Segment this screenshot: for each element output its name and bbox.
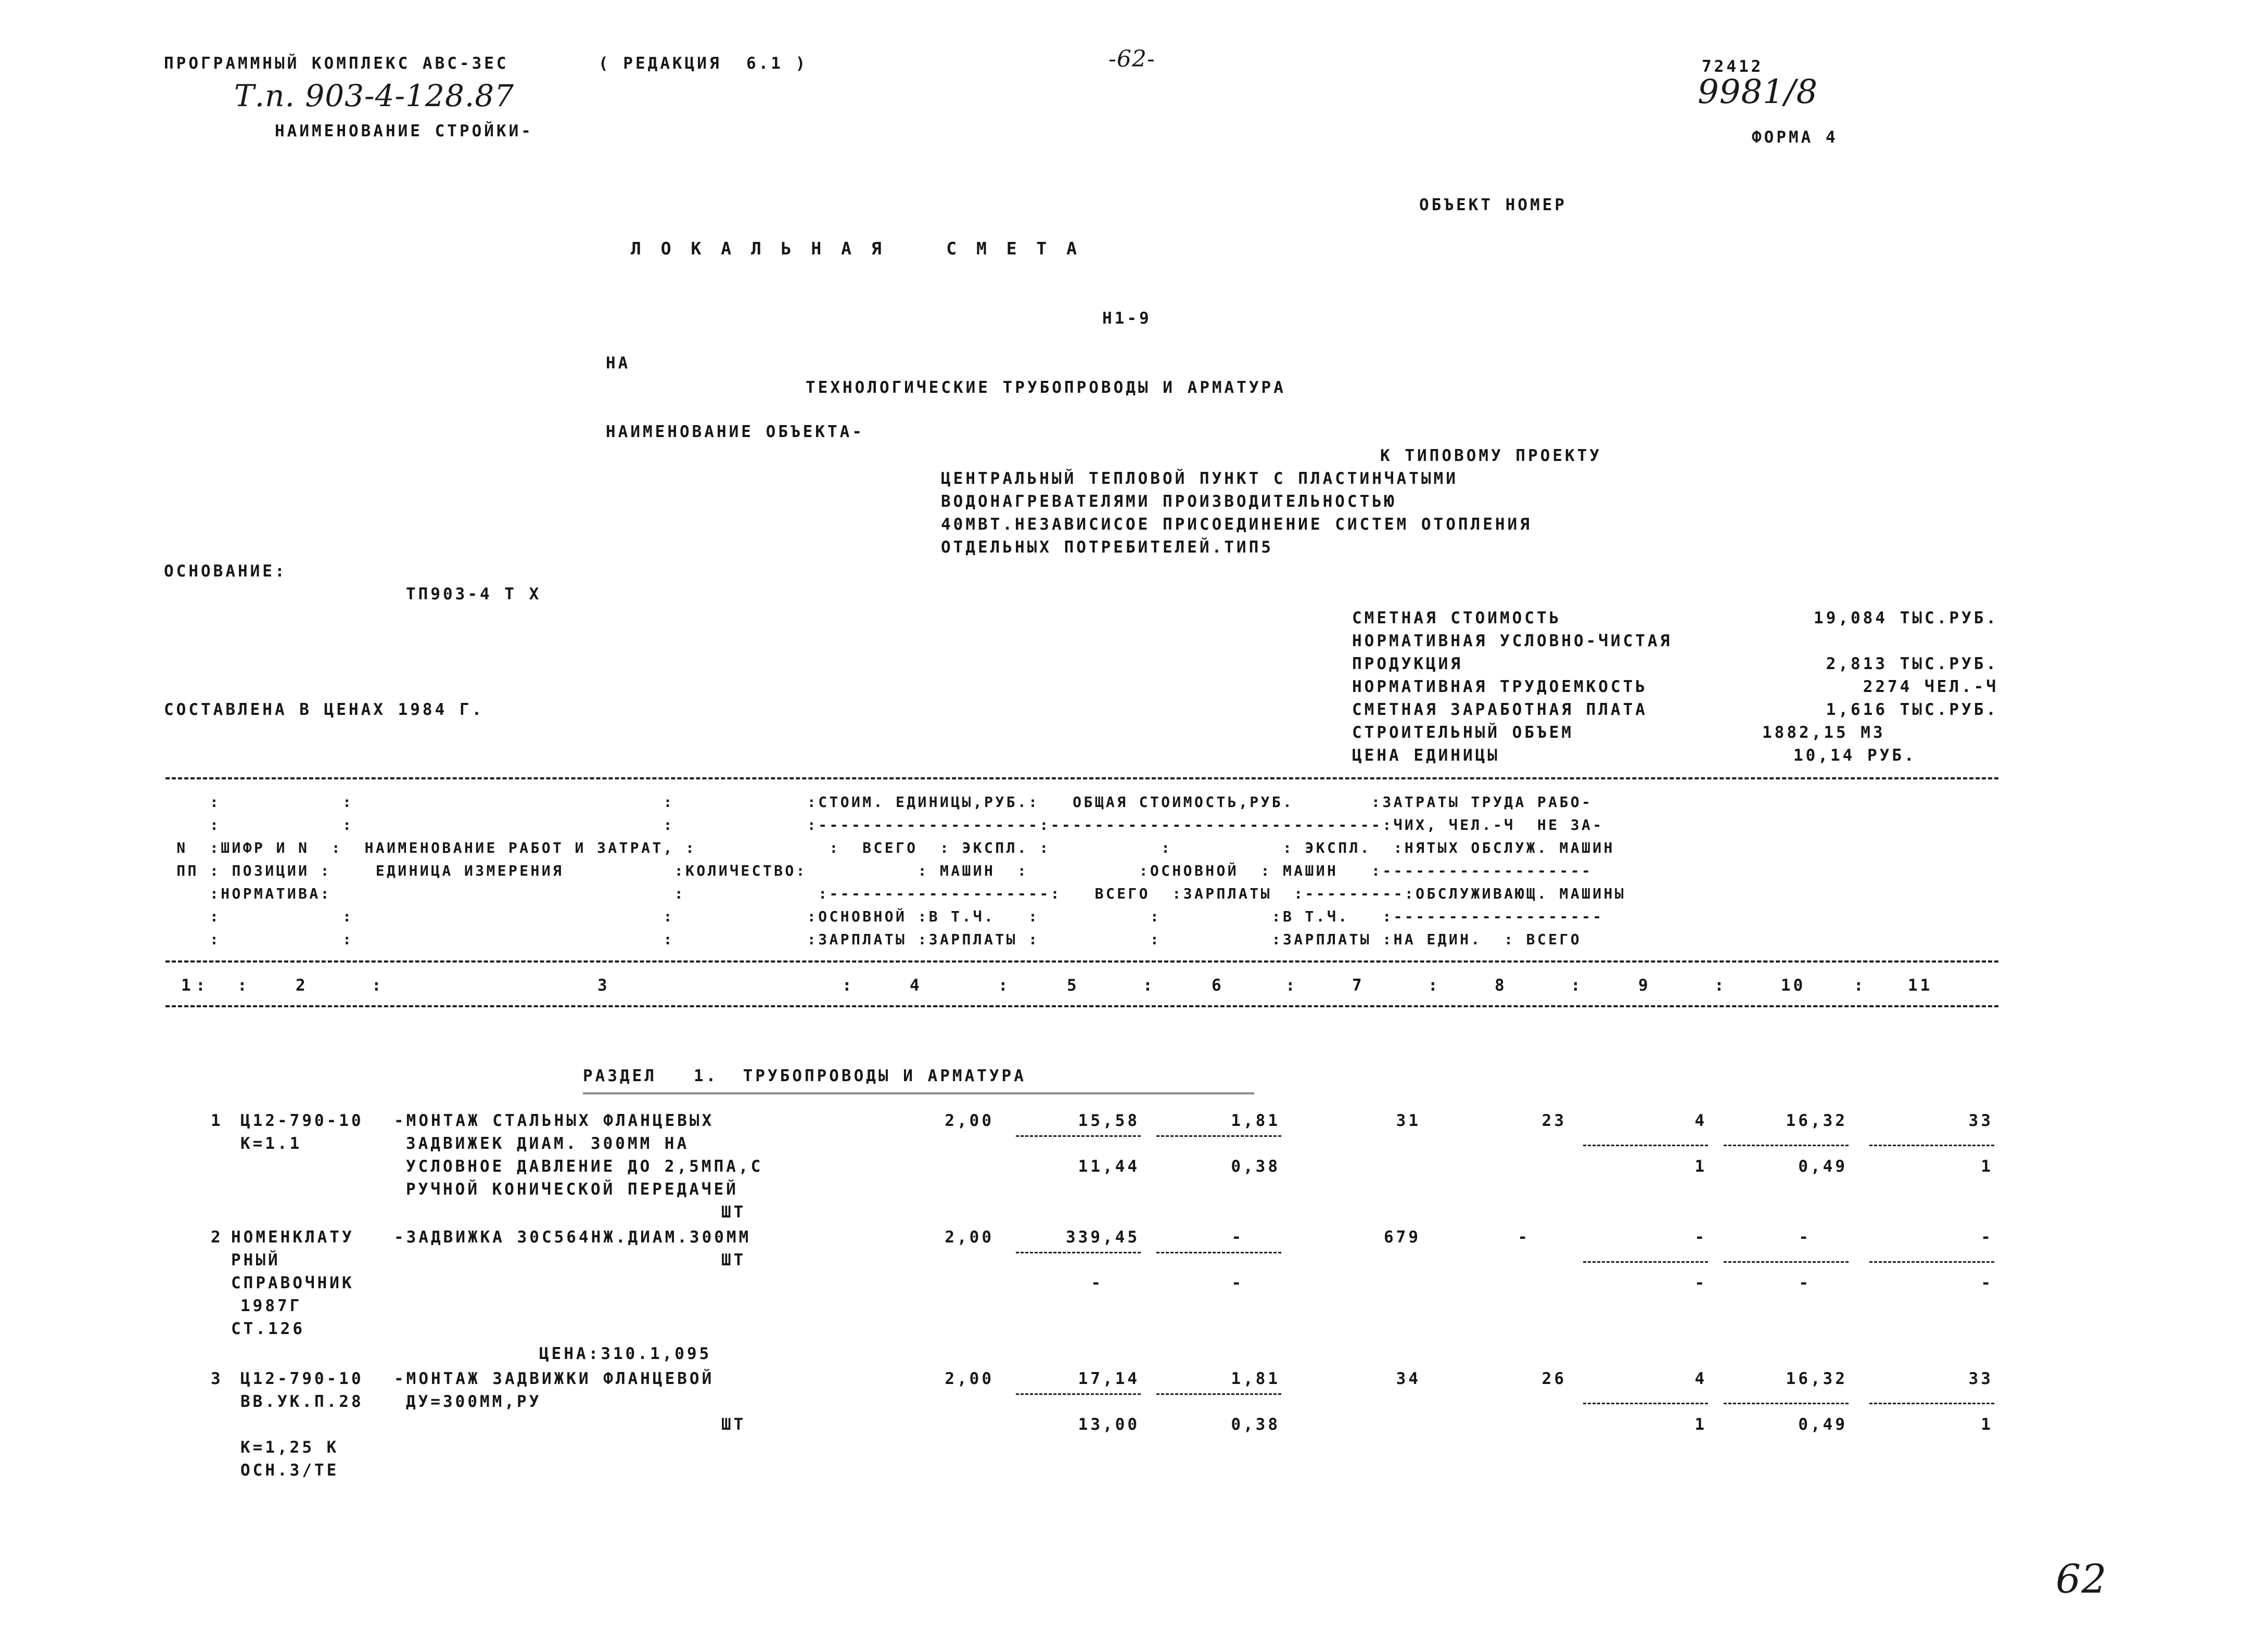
table-header-line: ПП : ПОЗИЦИИ : ЕДИНИЦА ИЗМЕРЕНИЯ :КОЛИЧЕСТВО: : МАШИН : :ОСНОВНОЙ : МАШИН :------------------- [165,862,1593,879]
sheet-handwritten: 9981/8 [1698,73,1818,111]
row-work-name: -МОНТАЖ СТАЛЬНЫХ ФЛАНЦЕВЫХ [394,1111,715,1130]
row-work-name: ДУ=300ММ,РУ [406,1392,542,1411]
col-separator: : [237,976,247,995]
object-desc-line: К ТИПОВОМУ ПРОЕКТУ [1380,446,1602,465]
row-code: ОСН.3/ТЕ [240,1461,339,1480]
row-labor-total: 33 [1968,1111,1993,1130]
summary-label: НОРМАТИВНАЯ ТРУДОЕМКОСТЬ [1352,677,1648,696]
cell-rule [1869,1403,1994,1404]
row-code: Ц12-790-10 [240,1369,364,1388]
row-code: Ц12-790-10 [240,1111,364,1130]
table-columns-rule [165,1005,1998,1007]
row-total-machine-wages: 1 [1694,1415,1707,1434]
table-header-line: : : : :--------------------:------------------------------:ЧИХ, ЧЕЛ.-Ч НЕ ЗА- [165,816,1604,834]
row-code: РНЫЙ [231,1251,281,1270]
row-total-wages: - [1518,1228,1530,1247]
cell-rule [1583,1403,1708,1404]
row-total-wages: 26 [1541,1369,1566,1388]
object-desc-line: ВОДОНАГРЕВАТЕЛЯМИ ПРОИЗВОДИТЕЛЬНОСТЬЮ [941,492,1397,511]
object-desc-line: 40МВТ.НЕЗАВИСИСОЕ ПРИСОЕДИНЕНИЕ СИСТЕМ ОТОПЛЕНИЯ [941,515,1532,534]
cell-rule [1724,1261,1849,1263]
row-work-name: УСЛОВНОЕ ДАВЛЕНИЕ ДО 2,5МПА,С [406,1157,763,1176]
cell-rule [1156,1135,1281,1137]
object-desc-line: ОТДЕЛЬНЫХ ПОТРЕБИТЕЛЕЙ.ТИП5 [941,538,1273,557]
col-separator: : [1854,976,1864,995]
col-separator: : [1714,976,1724,995]
cell-rule [1016,1135,1141,1137]
row-total-machine-wages: - [1694,1274,1707,1292]
row-labor-per-unit: - [1799,1228,1811,1247]
construction-name-label: НАИМЕНОВАНИЕ СТРОЙКИ- [275,122,533,140]
row-price-note: ЦЕНА:310.1,095 [539,1344,712,1363]
cell-rule [1016,1393,1141,1395]
cell-rule [1583,1261,1708,1263]
summary-label: СМЕТНАЯ СТОИМОСТЬ [1352,609,1562,627]
col-number: 1 [181,976,194,995]
col-number: 6 [1212,976,1224,995]
row-work-name: -МОНТАЖ ЗАДВИЖКИ ФЛАНЦЕВОЙ [394,1369,715,1388]
row-work-name: ЗАДВИЖЕК ДИАМ. 300ММ НА [406,1134,690,1153]
row-machine-labor-total: 1 [1981,1157,1993,1176]
summary-value: 10,14 РУБ. [1793,746,1917,765]
row-machine-labor-unit: 0,49 [1798,1157,1847,1176]
col-separator: : [1571,976,1581,995]
col-separator: : [196,976,206,995]
row-total-machines: 4 [1694,1111,1707,1130]
row-total-machines: 4 [1694,1369,1707,1388]
row-quantity: 2,00 [945,1111,994,1130]
col-number: 3 [597,976,610,995]
row-unit-wages: - [1091,1274,1103,1292]
row-labor-per-unit: 16,32 [1786,1111,1847,1130]
row-unit: ШТ [721,1251,746,1270]
table-header-rule [165,960,1998,963]
table-header-line: : : : :СТОИМ. ЕДИНИЦЫ,РУБ.: ОБЩАЯ СТОИМОСТЬ,РУБ. :ЗАТРАТЫ ТРУДА РАБО- [165,793,1593,811]
row-unit-machines: 1,81 [1231,1111,1280,1130]
row-code: СПРАВОЧНИК [231,1274,354,1292]
row-unit-machines: 1,81 [1231,1369,1280,1388]
cell-rule [1724,1145,1849,1146]
col-separator: : [1428,976,1438,995]
col-number: 11 [1908,976,1933,995]
row-total: 31 [1396,1111,1421,1130]
edition-label: ( РЕДАКЦИЯ 6.1 ) [598,54,808,73]
summary-value: 1882,15 М3 [1762,723,1885,742]
row-unit-machine-wages: - [1231,1274,1244,1292]
row-code: К=1.1 [240,1134,302,1153]
table-top-rule [165,777,1998,779]
summary-label: НОРМАТИВНАЯ УСЛОВНО-ЧИСТАЯ [1352,632,1673,650]
row-total-wages: 23 [1541,1111,1566,1130]
section-title: РАЗДЕЛ 1. ТРУБОПРОВОДЫ И АРМАТУРА [583,1067,1026,1085]
table-header-line: N :ШИФР И N : НАИМЕНОВАНИЕ РАБОТ И ЗАТРАТ, : : ВСЕГО : ЭКСПЛ. : : : ЭКСПЛ. :НЯТЫХ ОБСЛУЖ. МАШИН [165,839,1615,856]
basis-value: ТП903-4 Т Х [406,585,542,604]
cell-rule [1156,1393,1281,1395]
row-total: 34 [1396,1369,1421,1388]
row-unit: ШТ [721,1415,746,1434]
summary-label: ЦЕНА ЕДИНИЦЫ [1352,746,1500,765]
col-separator: : [842,976,852,995]
col-number: 8 [1495,976,1507,995]
table-header-line: : : : :ЗАРПЛАТЫ :ЗАРПЛАТЫ : : :ЗАРПЛАТЫ :НА ЕДИН. : ВСЕГО [165,931,1582,948]
page-number-handwritten: 62 [2056,1556,2107,1602]
summary-label: СТРОИТЕЛЬНЫЙ ОБЪЕМ [1352,723,1574,742]
row-labor-total: 33 [1968,1369,1993,1388]
col-number: 5 [1067,976,1079,995]
row-unit-machine-wages: 0,38 [1231,1157,1280,1176]
row-work-name: -ЗАДВИЖКА 30С564НЖ.ДИАМ.300ММ [394,1228,751,1247]
object-desc-line: ЦЕНТРАЛЬНЫЙ ТЕПЛОВОЙ ПУНКТ С ПЛАСТИНЧАТЫМИ [941,469,1458,488]
row-total-machines: - [1694,1228,1707,1247]
row-total: 679 [1384,1228,1421,1247]
row-quantity: 2,00 [945,1369,994,1388]
smeta-subject: ТЕХНОЛОГИЧЕСКИЕ ТРУБОПРОВОДЫ И АРМАТУРА [806,378,1286,397]
object-number-label: ОБЪЕКТ НОМЕР [1419,196,1567,214]
row-unit-total: 15,58 [1078,1111,1140,1130]
row-code: СТ.126 [231,1319,305,1338]
row-code: НОМЕНКЛАТУ [231,1228,354,1247]
row-unit-total: 17,14 [1078,1369,1140,1388]
row-number: 2 [211,1228,223,1247]
row-code: К=1,25 К [240,1438,339,1457]
col-separator: : [372,976,381,995]
table-header-line: :НОРМАТИВА: : :--------------------: ВСЕГО :ЗАРПЛАТЫ :---------:ОБСЛУЖИВАЮЩ. МАШИНЫ [165,885,1626,902]
row-machine-labor-unit: 0,49 [1798,1415,1847,1434]
row-work-name: РУЧНОЙ КОНИЧЕСКОЙ ПЕРЕДАЧЕЙ [406,1180,738,1199]
document-number: 72412 [1702,57,1764,76]
row-unit: ШТ [721,1203,746,1222]
form-label: ФОРМА 4 [1752,128,1838,147]
row-total-machine-wages: 1 [1694,1157,1707,1176]
na-label: НА [606,354,631,373]
prices-label: СОСТАВЛЕНА В ЦЕНАХ 1984 Г. [164,700,485,719]
col-separator: : [1143,976,1153,995]
summary-label: СМЕТНАЯ ЗАРАБОТНАЯ ПЛАТА [1352,700,1648,719]
cell-rule [1016,1252,1141,1253]
col-number: 2 [296,976,308,995]
cell-rule [1869,1261,1994,1263]
row-unit-machines: - [1231,1228,1244,1247]
table-header-line: : : : :ОСНОВНОЙ :В Т.Ч. : : :В Т.Ч. :------------------- [165,908,1604,925]
row-unit-total: 339,45 [1066,1228,1140,1247]
cell-rule [1724,1403,1849,1404]
section-underline [583,1093,1254,1094]
col-number: 9 [1638,976,1651,995]
summary-value: 2274 ЧЕЛ.-Ч [1863,677,1998,696]
cell-rule [1583,1145,1708,1146]
summary-value: 2,813 ТЫС.РУБ. [1826,655,1998,673]
summary-label: ПРОДУКЦИЯ [1352,655,1463,673]
row-number: 1 [211,1111,223,1130]
col-number: 4 [910,976,922,995]
row-code: 1987Г [240,1297,302,1315]
row-unit-wages: 13,00 [1078,1415,1140,1434]
page-mark: -62- [1108,46,1155,72]
summary-value: 19,084 ТЫС.РУБ. [1814,609,1998,627]
col-separator: : [998,976,1008,995]
row-quantity: 2,00 [945,1228,994,1247]
row-machine-labor-total: - [1981,1274,1993,1292]
col-number: 10 [1781,976,1806,995]
smeta-number: Н1-9 [1102,309,1152,328]
document-title: Л О К А Л Ь Н А Я С М Е Т А [631,238,1082,259]
tp-handwritten: Т.п. 903-4-128.87 [234,78,515,113]
row-unit-machine-wages: 0,38 [1231,1415,1280,1434]
col-separator: : [1285,976,1295,995]
row-labor-per-unit: 16,32 [1786,1369,1847,1388]
basis-label: ОСНОВАНИЕ: [164,562,287,581]
row-machine-labor-total: 1 [1981,1415,1993,1434]
row-code: ВВ.УК.П.28 [240,1392,364,1411]
summary-value: 1,616 ТЫС.РУБ. [1826,700,1998,719]
row-labor-total: - [1981,1228,1993,1247]
row-machine-labor-unit: - [1799,1274,1811,1292]
cell-rule [1156,1252,1281,1253]
cell-rule [1869,1145,1994,1146]
col-number: 7 [1352,976,1365,995]
object-name-label: НАИМЕНОВАНИЕ ОБЪЕКТА- [606,422,864,441]
row-number: 3 [211,1369,223,1388]
row-unit-wages: 11,44 [1078,1157,1140,1176]
program-name: ПРОГРАММНЫЙ КОМПЛЕКС АВС-3ЕС [164,54,509,73]
